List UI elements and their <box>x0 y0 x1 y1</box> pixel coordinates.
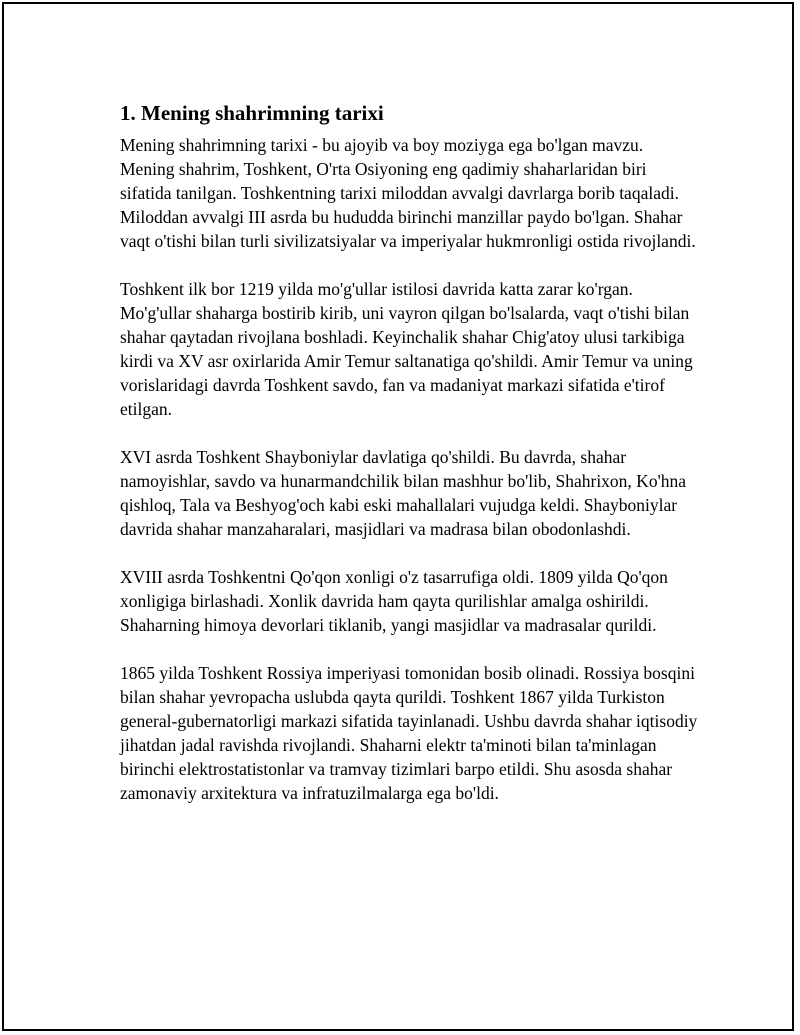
document-title: 1. Mening shahrimning tarixi <box>120 101 384 125</box>
page-frame <box>2 2 794 1031</box>
paragraph-2: Toshkent ilk bor 1219 yilda mo'g'ullar istilosi davrida katta zarar ko'rgan. Mo'g'ullar shaharga bostirib kirib, uni vayron qilgan bo'lsalarda, vaqt o'tishi bilan shahar qaytadan rivojlana boshladi. Keyinchalik shahar Chig'atoy ulusi tarkibiga kirdi va XV asr oxirlarida Amir Temur saltanatiga qo'shildi. Amir Temur va uning vorislaridagi davrda Toshkent savdo, fan va madaniyat markazi sifatida e'tirof etilgan. <box>120 279 693 419</box>
paragraph-3: XVI asrda Toshkent Shayboniylar davlatiga qo'shildi. Bu davrda, shahar namoyishlar, savdo va hunarmandchilik bilan mashhur bo'lib, Shahrixon, Ko'hna qishloq, Tala va Beshyog'och kabi eski mahallalari vujudga keldi. Shayboniylar davrida shahar manzaharalari, masjidlari va madrasa bilan obodonlashdi. <box>120 447 686 539</box>
paragraph-5: 1865 yilda Toshkent Rossiya imperiyasi tomonidan bosib olinadi. Rossiya bosqini bilan shahar yevropacha uslubda qayta qurildi. Toshkent 1867 yilda Turkiston general-gubernatorligi markazi sifatida tayinlanadi. Ushbu davrda shahar iqtisodiy jihatdan jadal ravishda rivojlandi. Shaharni elektr ta'minoti bilan ta'minlagan birinchi elektrostatistonlar va tramvay tizimlari barpo etildi. Shu asosda shahar zamonaviy arxitektura va infratuzilmalarga ega bo'ldi. <box>120 663 698 803</box>
paragraph-4: XVIII asrda Toshkentni Qo'qon xonligi o'z tasarrufiga oldi. 1809 yilda Qo'qon xonligiga birlashadi. Xonlik davrida ham qayta qurilishlar amalga oshirildi. Shaharning himoya devorlari tiklanib, yangi masjidlar va madrasalar qurildi. <box>120 567 668 635</box>
document-body <box>120 100 700 829</box>
paragraph-1: Mening shahrimning tarixi - bu ajoyib va boy moziyga ega bo'lgan mavzu. Mening shahrim, Toshkent, O'rta Osiyoning eng qadimiy shaharlaridan biri sifatida tanilgan. Toshkentning tarixi miloddan avvalgi davrlarga borib taqaladi. Miloddan avvalgi III asrda bu hududda birinchi manzillar paydo bo'lgan. Shahar vaqt o'tishi bilan turli sivilizatsiyalar va imperiyalar hukmronligi ostida rivojlandi. <box>120 135 696 251</box>
